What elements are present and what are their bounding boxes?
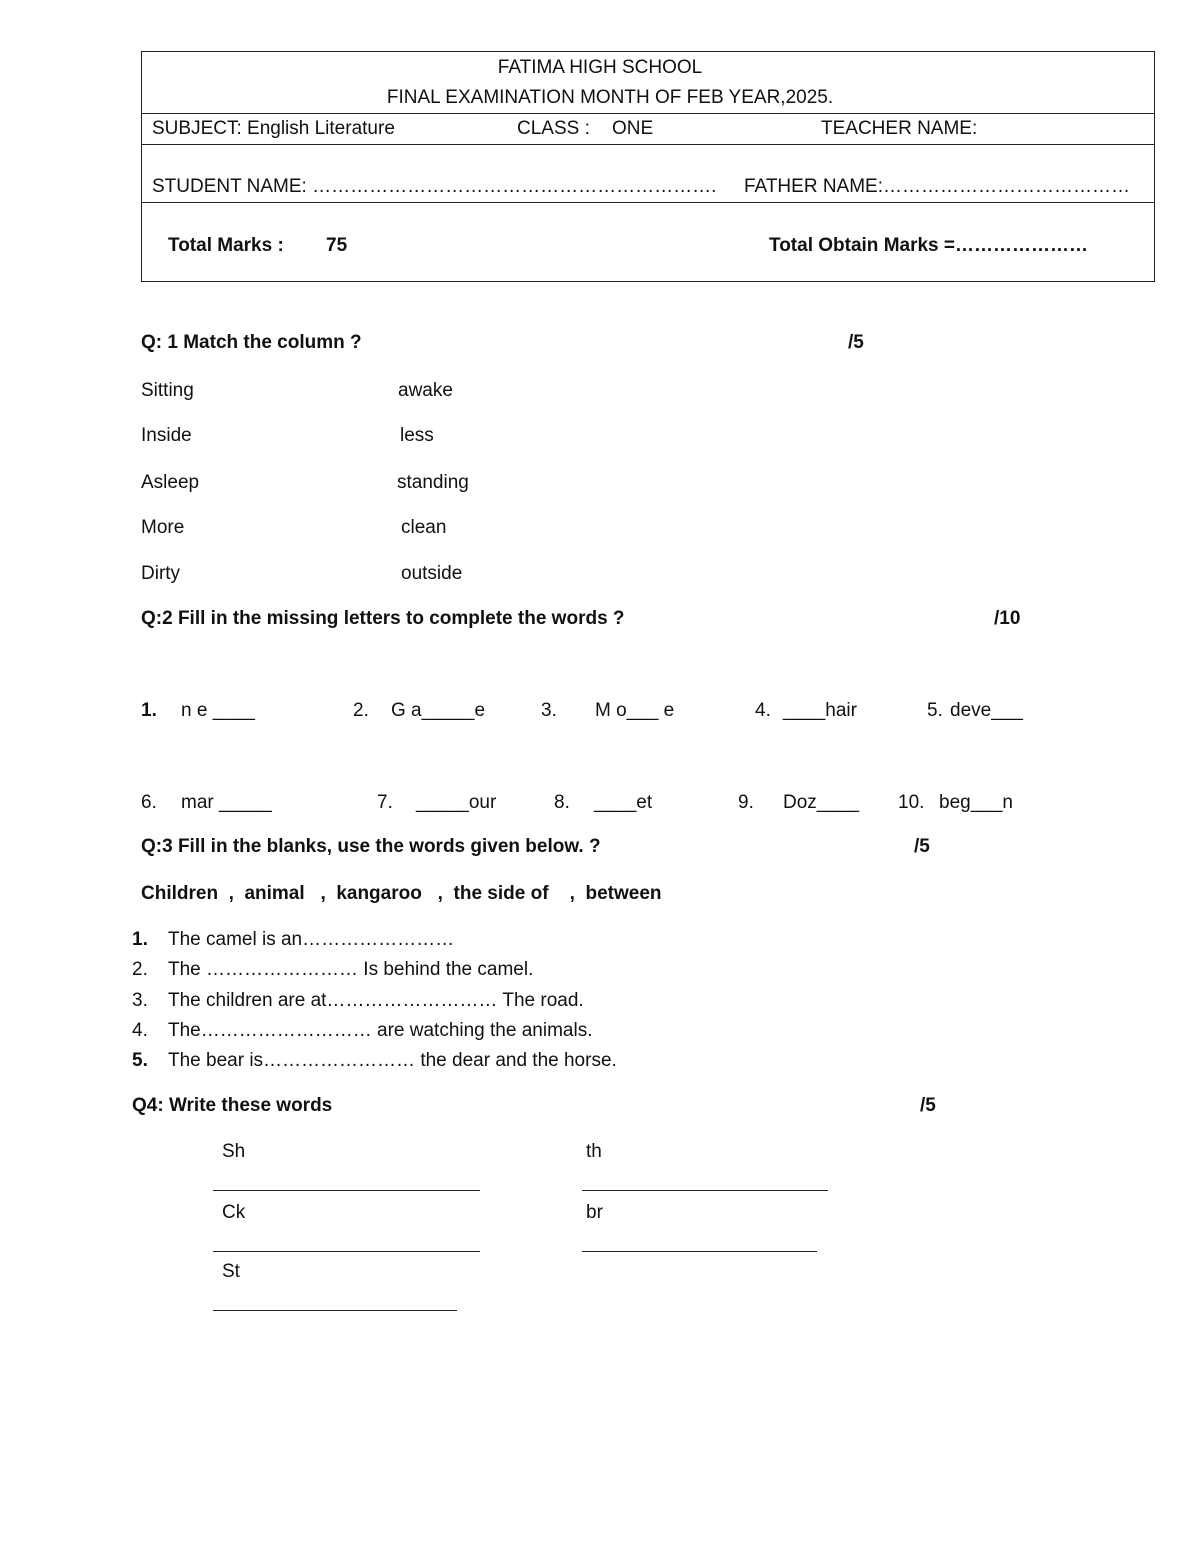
q4-writing-line [213,1310,457,1311]
q4-word: St [222,1261,240,1282]
q4-writing-line [213,1251,480,1252]
q3-marks: /5 [914,836,930,857]
q4-word: Ck [222,1202,246,1223]
q2-item-word: ____et [594,792,653,813]
q1-left-item: Sitting [141,380,194,401]
q2-item-number: 3. [541,700,557,721]
q2-item-number: 2. [353,700,369,721]
q1-right-item: awake [398,380,453,401]
q2-title: Q:2 Fill in the missing letters to complete the words ? [141,608,625,629]
q1-right-item: clean [401,517,447,538]
q2-marks: /10 [994,608,1021,629]
obtain-marks-field: Total Obtain Marks =………………… [769,235,1088,256]
header-divider [142,144,1154,145]
q1-left-item: Inside [141,425,192,446]
q2-item-number: 1. [141,700,157,721]
total-marks-value: 75 [326,235,348,256]
q1-right-item: outside [401,563,463,584]
student-name-field: STUDENT NAME: ………………………………………………………. [152,176,717,197]
class-value: ONE [612,118,654,139]
father-name-field: FATHER NAME:………………………………… [744,176,1130,197]
q1-left-item: More [141,517,185,538]
q3-item-number: 3. [132,990,148,1011]
header-divider [142,113,1154,114]
q2-item-number: 10. [898,792,925,813]
q1-title: Q: 1 Match the column ? [141,332,362,353]
q3-item-sentence: The bear is…………………… the dear and the horse. [168,1050,617,1071]
q1-marks: /5 [848,332,864,353]
q3-item-number: 1. [132,929,148,950]
q1-left-item: Asleep [141,472,200,493]
q3-item-number: 5. [132,1050,148,1071]
q4-writing-line [582,1251,817,1252]
q1-left-item: Dirty [141,563,181,584]
q4-writing-line [582,1190,828,1191]
q2-item-word: deve___ [950,700,1023,721]
q4-word: br [586,1202,603,1223]
q1-right-item: less [400,425,434,446]
q3-item-sentence: The camel is an…………………… [168,929,455,950]
q2-item-word: n e ____ [181,700,255,721]
q4-marks: /5 [920,1095,936,1116]
q2-item-word: G a_____e [391,700,486,721]
q2-item-number: 4. [755,700,771,721]
q3-item-sentence: The children are at……………………… The road. [168,990,584,1011]
school-name: FATIMA HIGH SCHOOL [497,57,703,78]
q2-item-word: ____hair [783,700,857,721]
q4-title: Q4: Write these words [132,1095,333,1116]
q2-item-word: _____our [416,792,497,813]
q2-item-number: 6. [141,792,157,813]
header-divider [142,202,1154,203]
q3-item-number: 4. [132,1020,148,1041]
q3-item-sentence: The……………………… are watching the animals. [168,1020,593,1041]
q2-item-word: mar _____ [181,792,272,813]
q3-item-sentence: The …………………… Is behind the camel. [168,959,534,980]
q3-word-bank: Children , animal , kangaroo , the side of , between [141,883,662,904]
exam-title: FINAL EXAMINATION MONTH OF FEB YEAR,2025. [386,87,834,108]
q2-item-number: 9. [738,792,754,813]
class-label: CLASS : [517,118,590,139]
q2-item-number: 5. [927,700,943,721]
total-marks-label: Total Marks : [168,235,284,256]
teacher-name-field: TEACHER NAME: [821,118,978,139]
q3-item-number: 2. [132,959,148,980]
q2-item-word: M o___ e [595,700,675,721]
q2-item-word: Doz____ [783,792,860,813]
q2-item-number: 7. [377,792,393,813]
q4-word: th [586,1141,602,1162]
q1-right-item: standing [397,472,469,493]
q4-writing-line [213,1190,480,1191]
q2-item-number: 8. [554,792,570,813]
subject-label: SUBJECT: English Literature [152,118,395,139]
q3-title: Q:3 Fill in the blanks, use the words given below. ? [141,836,601,857]
q2-item-word: beg___n [939,792,1013,813]
q4-word: Sh [222,1141,246,1162]
